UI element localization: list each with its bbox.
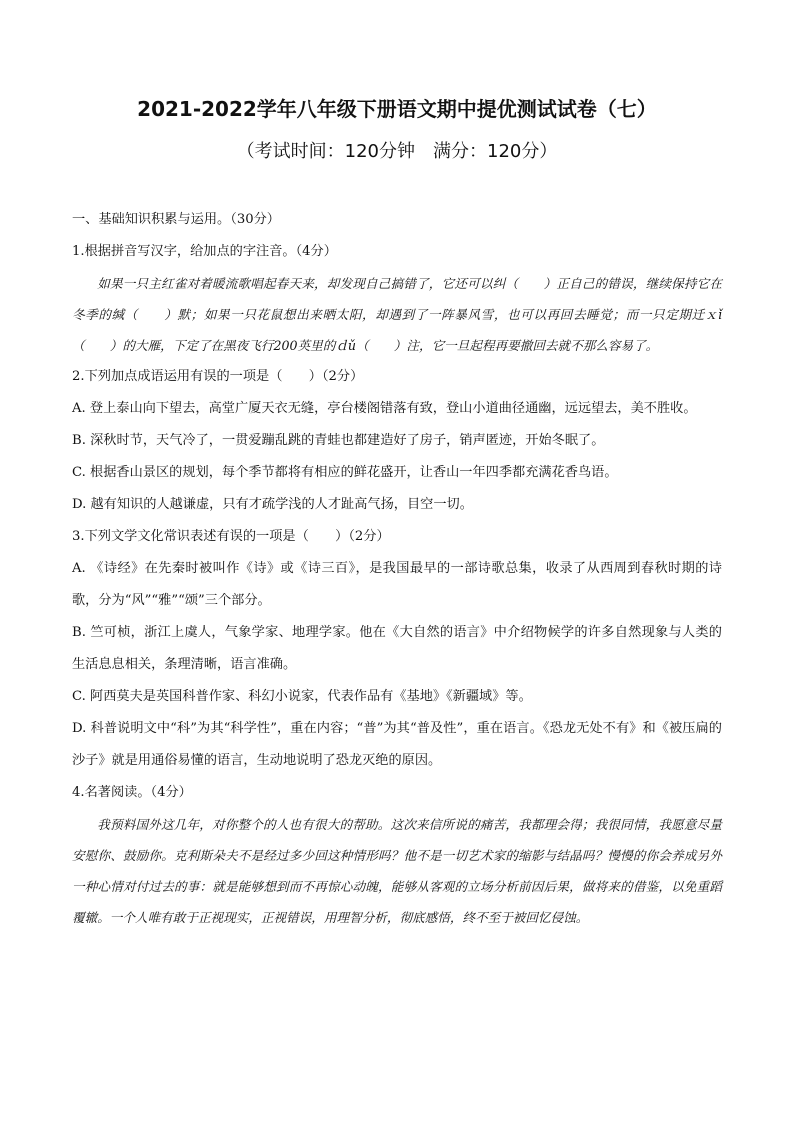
- question-3-option-b: B. 竺可桢，浙江上虞人，气象学家、地理学家。他在《大自然的语言》中介绍物候学的许多自然现象与人类的生活息息相关，条理清晰，语言准确。: [72, 625, 722, 672]
- question-2-option-a: A. 登上泰山向下望去，高堂广厦天衣无缝，亭台楼阁错落有致，登山小道曲径通幽，远远望去，美不胜收。: [72, 401, 697, 416]
- question-2-stem: 2.下列加点成语运用有误的一项是（ ）（2分）: [72, 369, 364, 384]
- question-2-option-b: B. 深秋时节，天气冷了，一贯爱蹦乱跳的青蛙也都建造好了房子，销声匿迹，开始冬眠了。: [72, 433, 605, 448]
- page-title: 2021-2022学年八年级下册语文期中提优测试试卷（七）: [137, 97, 657, 121]
- question-1-stem: 1.根据拼音写汉字，给加点的字注音。（4分）: [72, 244, 337, 259]
- question-1-passage: 如果一只主红雀对着暖流歌唱起春天来，却发现自己搞错了，它还可以纠（ ）正自己的错误，继续保持它在冬季的缄（ ）默；如果一只花鼠想出来晒太阳，却遇到了一阵暴风雪，也可以再回去睡觉；而一只定期迁ｘǐ（ ）的大雁，下定了在黑夜飞行200英里的ｄǔ（ ）注，它一旦起程再要撤回去就不那么容易了。: [72, 276, 722, 353]
- question-4-stem: 4.名著阅读。（4分）: [72, 785, 192, 800]
- question-2-option-d: D. 越有知识的人越谦虚，只有才疏学浅的人才趾高气扬，目空一切。: [72, 497, 473, 512]
- exam-info: （考试时间：120分钟 满分：120分）: [236, 141, 558, 162]
- question-3-option-c: C. 阿西莫夫是英国科普作家、科幻小说家，代表作品有《基地》《新疆域》等。: [72, 689, 532, 704]
- question-3-option-a: A. 《诗经》在先秦时被叫作《诗》或《诗三百》，是我国最早的一部诗歌总集，收录了从西周到春秋时期的诗歌，分为“风”“雅”“颂”三个部分。: [72, 561, 722, 608]
- question-4-passage: 我预料国外这几年，对你整个的人也有很大的帮助。这次来信所说的痛苦，我都理会得；我很同情，我愿意尽量安慰你、鼓励你。克利斯朵夫不是经过多少回这种情形吗？他不是一切艺术家的缩影与结晶吗？慢慢的你会养成另外一种心情对付过去的事：就是能够想到而不再惊心动魄，能够从客观的立场分析前因后果，做将来的借鉴，以免重蹈覆辙。一个人唯有敢于正视现实，正视错误，用理智分析，彻底感悟，终不至于被回忆侵蚀。: [72, 817, 722, 925]
- section-heading: 一、基础知识积累与运用。（30分）: [72, 212, 280, 227]
- question-2-option-c: C. 根据香山景区的规划，每个季节都将有相应的鲜花盛开，让香山一年四季都充满花香鸟语。: [72, 465, 618, 480]
- question-3-stem: 3.下列文学文化常识表述有误的一项是（ ）（2分）: [72, 529, 390, 544]
- question-3-option-d: D. 科普说明文中“科”为其“科学性”，重在内容；“普”为其“普及性”，重在语言。《恐龙无处不有》和《被压扁的沙子》就是用通俗易懂的语言，生动地说明了恐龙灭绝的原因。: [72, 721, 722, 768]
